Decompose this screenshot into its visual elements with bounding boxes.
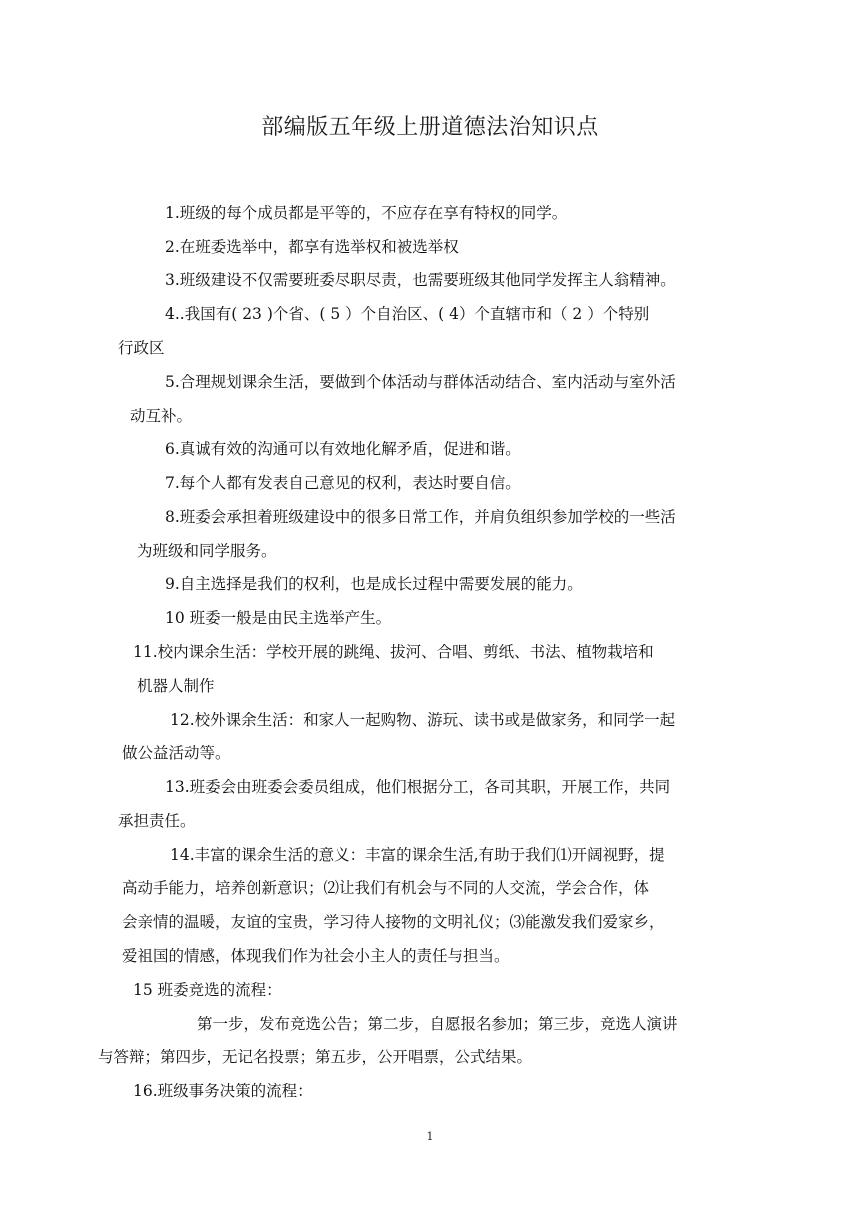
text-line: 3.班级建设不仅需要班委尽职尽责，也需要班级其他同学发挥主人翁精神。 [165,271,676,289]
document-title: 部编版五年级上册道德法治知识点 [261,115,599,140]
text-line: 机器人制作 [137,677,215,695]
text-line: 9.自主选择是我们的权利，也是成长过程中需要发展的能力。 [165,575,583,593]
text-line: 15 班委竞选的流程： [133,981,282,999]
text-line: 11.校内课余生活：学校开展的跳绳、拔河、合唱、剪纸、书法、植物栽培和 [133,643,654,661]
text-line: 12.校外课余生活：和家人一起购物、游玩、读书或是做家务，和同学一起 [170,711,676,729]
text-line: 6.真诚有效的沟通可以有效地化解矛盾，促进和谐。 [165,440,521,458]
text-line: 1.班级的每个成员都是平等的，不应存在享有特权的同学。 [165,204,568,222]
text-line: 爱祖国的情感，体现我们作为社会小主人的责任与担当。 [122,947,510,965]
text-line: 行政区 [118,339,165,357]
page-number: 1 [426,1130,434,1143]
text-line: 承担责任。 [118,812,196,830]
text-line: 做公益活动等。 [122,744,231,762]
text-line: 与答辩；第四步，无记名投票；第五步，公开唱票，公式结果。 [98,1048,533,1066]
text-line: 5.合理规划课余生活，要做到个体活动与群体活动结合、室内活动与室外活 [165,373,676,391]
text-line: 会亲情的温暖，友谊的宝贵，学习待人接物的文明礼仪；⑶能激发我们爱家乡， [122,913,665,931]
text-line: 16.班级事务决策的流程： [133,1082,313,1100]
text-line: 7.每个人都有发表自己意见的权利，表达时要自信。 [165,474,521,492]
text-line: 动互补。 [130,407,193,425]
text-line: 4..我国有( 23 )个省、( 5 ）个自治区、( 4）个直辖市和（ 2 ）个特别 [165,305,650,323]
text-line: 第一步，发布竞选公告；第二步，自愿报名参加；第三步，竞选人演讲 [197,1015,678,1033]
text-line: 为班级和同学服务。 [137,542,277,560]
text-line: 13.班委会由班委会委员组成，他们根据分工，各司其职，开展工作，共同 [165,778,671,796]
text-line: 2.在班委选举中，都享有选举权和被选举权 [165,238,459,256]
text-line: 高动手能力，培养创新意识；⑵让我们有机会与不同的人交流，学会合作，体 [122,879,650,897]
text-line: 10 班委一般是由民主选举产生。 [165,609,392,627]
text-line: 14.丰富的课余生活的意义：丰富的课余生活,有助于我们⑴开阔视野，提 [170,846,665,864]
text-line: 8.班委会承担着班级建设中的很多日常工作，并肩负组织参加学校的一些活 [165,508,676,526]
